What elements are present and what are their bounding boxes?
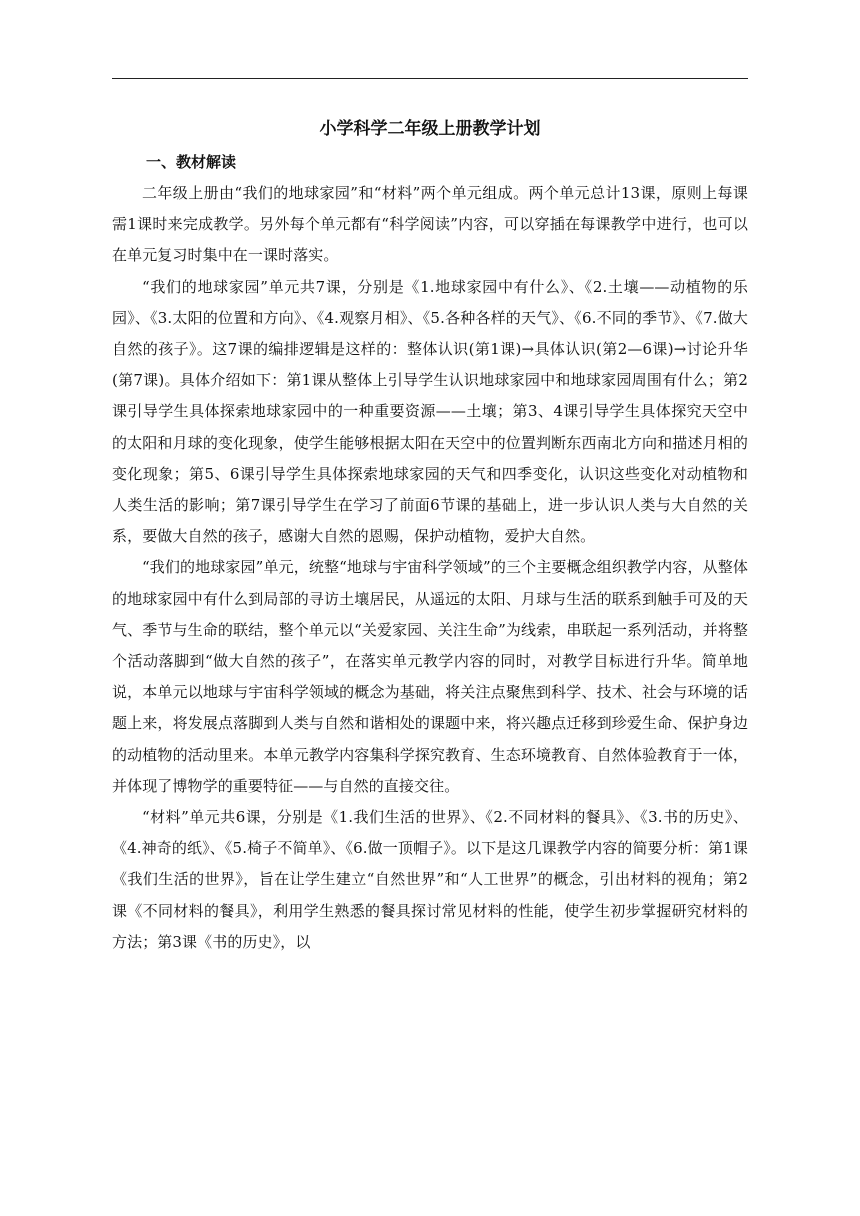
paragraph-materials-unit: “材料”单元共6课，分别是《1.我们生活的世界》、《2.不同材料的餐具》、《3.书的历史》、《4.神奇的纸》、《5.椅子不简单》、《6.做一顶帽子》。以下是这几课教学内容的简要分析：第1课《我们生活的世界》，旨在让学生建立“自然世界”和“人工世界”的概念，引出材料的视角；第2课《不同材料的餐具》，利用学生熟悉的餐具探讨常见材料的性能，使学生初步掌握研究材料的方法；第3课《书的历史》，以 (112, 808, 748, 951)
header-rule (112, 78, 748, 79)
document-title: 小学科学二年级上册教学计划 (319, 119, 541, 139)
section-heading-textbook-analysis: 一、教材解读 (146, 153, 237, 171)
paragraph-earth-home-lessons: “我们的地球家园”单元共7课，分别是《1.地球家园中有什么》、《2.土壤——动植物的乐园》、《3.太阳的位置和方向》、《4.观察月相》、《5.各种各样的天气》、《6.不同的季节》、《7.做大自然的孩子》。这7课的编排逻辑是这样的：整体认识(第1课)→具体认识(第2—6课)→讨论升华(第7课)。具体介绍如下：第1课从整体上引导学生认识地球家园中和地球家园周围有什么；第2课引导学生具体探索地球家园中的一种重要资源——土壤；第3、4课引导学生具体探究天空中的太阳和月球的变化现象，使学生能够根据太阳在天空中的位置判断东西南北方向和描述月相的变化现象；第5、6课引导学生具体探索地球家园的天气和四季变化，认识这些变化对动植物和人类生活的影响；第7课引导学生在学习了前面6节课的基础上，进一步认识人类与大自然的关系，要做大自然的孩子，感谢大自然的恩赐，保护动植物，爱护大自然。 (112, 277, 748, 546)
paragraph-earth-home-unit: “我们的地球家园”单元，统整“地球与宇宙科学领域”的三个主要概念组织教学内容，从整体的地球家园中有什么到局部的寻访土壤居民，从遥远的太阳、月球与生活的联系到触手可及的天气、季节与生命的联结，整个单元以“关爱家园、关注生命”为线索，串联起一系列活动，并将整个活动落脚到“做大自然的孩子”，在落实单元教学内容的同时，对教学目标进行升华。简单地说，本单元以地球与宇宙科学领域的概念为基础，将关注点聚焦到科学、技术、社会与环境的话题上来，将发展点落脚到人类与自然和谐相处的课题中来，将兴趣点迁移到珍爱生命、保护身边的动植物的活动里来。本单元教学内容集科学探究教育、生态环境教育、自然体验教育于一体，并体现了博物学的重要特征——与自然的直接交往。 (112, 558, 748, 795)
document-body (112, 112, 748, 958)
paragraph-overview: 二年级上册由“我们的地球家园”和“材料”两个单元组成。两个单元总计13课，原则上每课需1课时来完成教学。另外每个单元都有“科学阅读”内容，可以穿插在每课教学中进行，也可以在单元复习时集中在一课时落实。 (112, 184, 748, 265)
